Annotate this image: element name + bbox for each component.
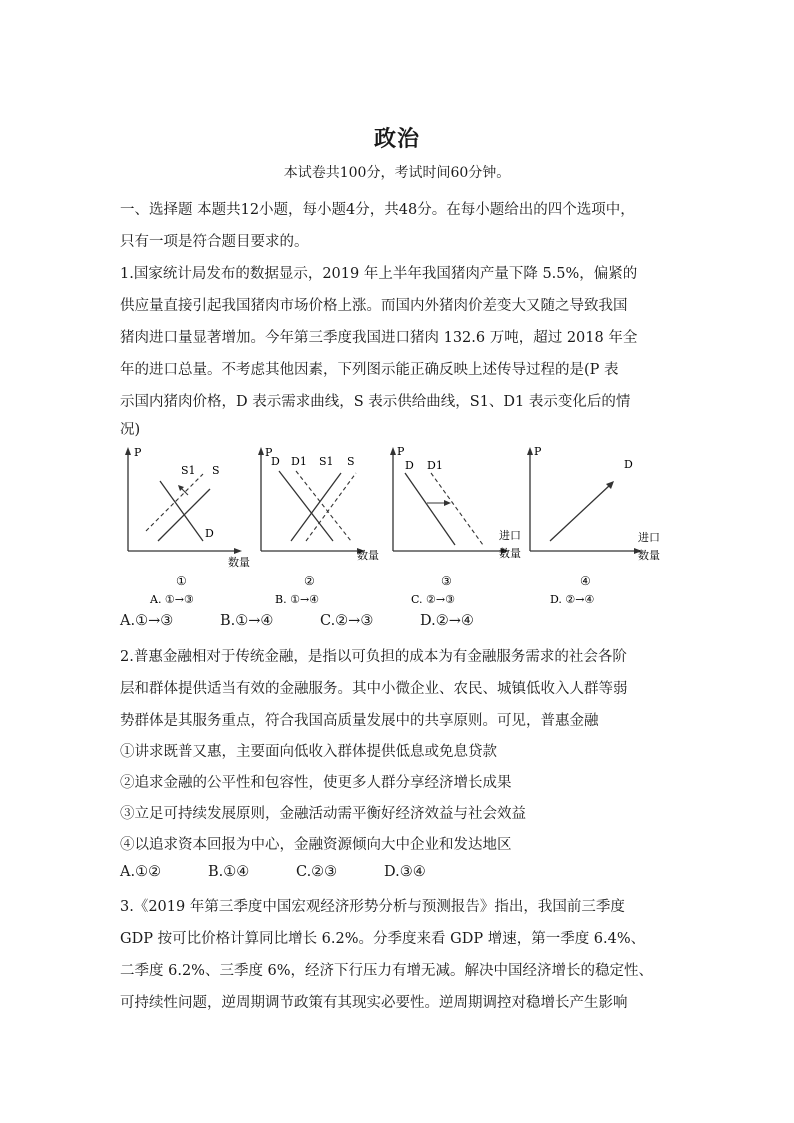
q2-option-b[interactable]: B.①④	[208, 864, 250, 880]
q1-stem-line: 示国内猪肉价格，D 表示需求曲线，S 表示供给曲线，S1、D1 表示变化后的情	[120, 394, 631, 410]
q1-stem-line: 供应量直接引起我国猪肉市场价格上涨。而国内外猪肉价差变大又随之导致我国	[120, 298, 628, 314]
q2-options	[120, 864, 472, 880]
figure-3	[383, 443, 521, 608]
q1-option-c[interactable]: C.②→③	[320, 613, 374, 629]
q2-statement-2: ②追求金融的公平性和包容性，使更多人群分享经济增长成果	[120, 775, 512, 791]
exam-info: 本试卷共100分，考试时间60分钟。	[283, 165, 511, 181]
fig1-label-s1: S1	[181, 464, 196, 477]
q2-stem-line: 2.普惠金融相对于传统金融，是指以可负担的成本为有金融服务需求的社会各阶	[120, 649, 627, 665]
q3-stem-line: GDP 按可比价格计算同比增长 6.2%。分季度来看 GDP 增速，第一季度 6.4%、	[120, 931, 646, 947]
fig4-number: ④	[580, 574, 591, 588]
q1-option-b[interactable]: B.①→④	[220, 613, 274, 629]
fig2-label-s: S	[347, 455, 355, 468]
fig3-axis-quantity: 数量	[499, 547, 521, 560]
section-heading-line-2: 只有一项是符合题目要求的。	[120, 234, 309, 250]
fig1-label-s: S	[212, 464, 220, 477]
fig2-number: ②	[304, 574, 315, 588]
q3-stem-line: 3.《2019 年第三季度中国宏观经济形势分析与预测报告》指出，我国前三季度	[120, 899, 625, 915]
fig3-axis-import: 进口	[499, 529, 521, 542]
q1-options	[120, 613, 520, 629]
figure-4	[518, 443, 660, 608]
q2-option-d[interactable]: D.③④	[384, 864, 426, 880]
fig3-number: ③	[441, 574, 452, 588]
q3-stem-line: 可持续性问题，逆周期调节政策有其现实必要性。逆周期调控对稳增长产生影响	[120, 995, 628, 1011]
fig1-label-d: D	[205, 527, 214, 540]
q1-stem-line: 年的进口总量。不考虑其他因素，下列图示能正确反映上述传导过程的是(P 表	[120, 362, 619, 378]
figure-2	[251, 443, 381, 608]
q1-figures	[118, 443, 678, 608]
q1-option-a[interactable]: A.①→③	[120, 613, 174, 629]
fig3-axis-p: P	[397, 445, 405, 458]
fig3-label-d: D	[405, 459, 414, 472]
fig4-axis-p: P	[534, 445, 542, 458]
figure-1	[118, 443, 248, 608]
fig2-axis-quantity: 数量	[357, 549, 379, 562]
q2-statement-3: ③立足可持续发展原则，金融活动需平衡好经济效益与社会效益	[120, 806, 526, 822]
fig2-label-s1: S1	[319, 455, 334, 468]
fig1-number: ①	[176, 574, 187, 588]
q2-stem-line: 层和群体提供适当有效的金融服务。其中小微企业、农民、城镇低收入人群等弱	[120, 681, 628, 697]
page-title: 政治	[373, 126, 420, 152]
q1-stem-line: 猪肉进口量显著增加。今年第三季度我国进口猪肉 132.6 万吨，超过 2018 年全	[120, 330, 638, 346]
q2-statement-1: ①讲求既普又惠，主要面向低收入群体提供低息或免息贷款	[120, 744, 497, 760]
fig1-caption: A. ①→③	[150, 593, 194, 606]
q2-option-a[interactable]: A.①②	[120, 864, 162, 880]
fig2-label-d1: D1	[291, 455, 307, 468]
fig4-axis-import: 进口	[638, 531, 660, 544]
fig2-axis-p: P	[265, 446, 273, 459]
fig2-caption: B. ①→④	[275, 593, 320, 606]
fig1-axis-p: P	[134, 446, 142, 459]
q2-option-c[interactable]: C.②③	[296, 864, 338, 880]
fig1-axis-quantity: 数量	[228, 556, 250, 569]
q2-statement-4: ④以追求资本回报为中心，金融资源倾向大中企业和发达地区	[120, 837, 512, 853]
fig3-label-d1: D1	[427, 459, 443, 472]
q1-stem-line: 1.国家统计局发布的数据显示，2019 年上半年我国猪肉产量下降 5.5%，偏紧的	[120, 266, 638, 282]
q3-stem-line: 二季度 6.2%、三季度 6%，经济下行压力有增无减。解决中国经济增长的稳定性、	[120, 963, 654, 979]
section-heading-line-1: 一、选择题 本题共12小题，每小题4分，共48分。在每小题给出的四个选项中，	[120, 202, 635, 218]
fig4-axis-quantity: 数量	[638, 549, 660, 562]
fig4-label-d: D	[624, 458, 633, 471]
q2-stem-line: 势群体是其服务重点，符合我国高质量发展中的共享原则。可见，普惠金融	[120, 713, 599, 729]
q1-option-d[interactable]: D.②→④	[420, 613, 474, 629]
fig3-caption: C. ②→③	[411, 593, 455, 606]
q1-stem-line: 况)	[120, 422, 141, 438]
fig4-caption: D. ②→④	[550, 593, 595, 606]
fig2-label-d: D	[271, 455, 280, 468]
